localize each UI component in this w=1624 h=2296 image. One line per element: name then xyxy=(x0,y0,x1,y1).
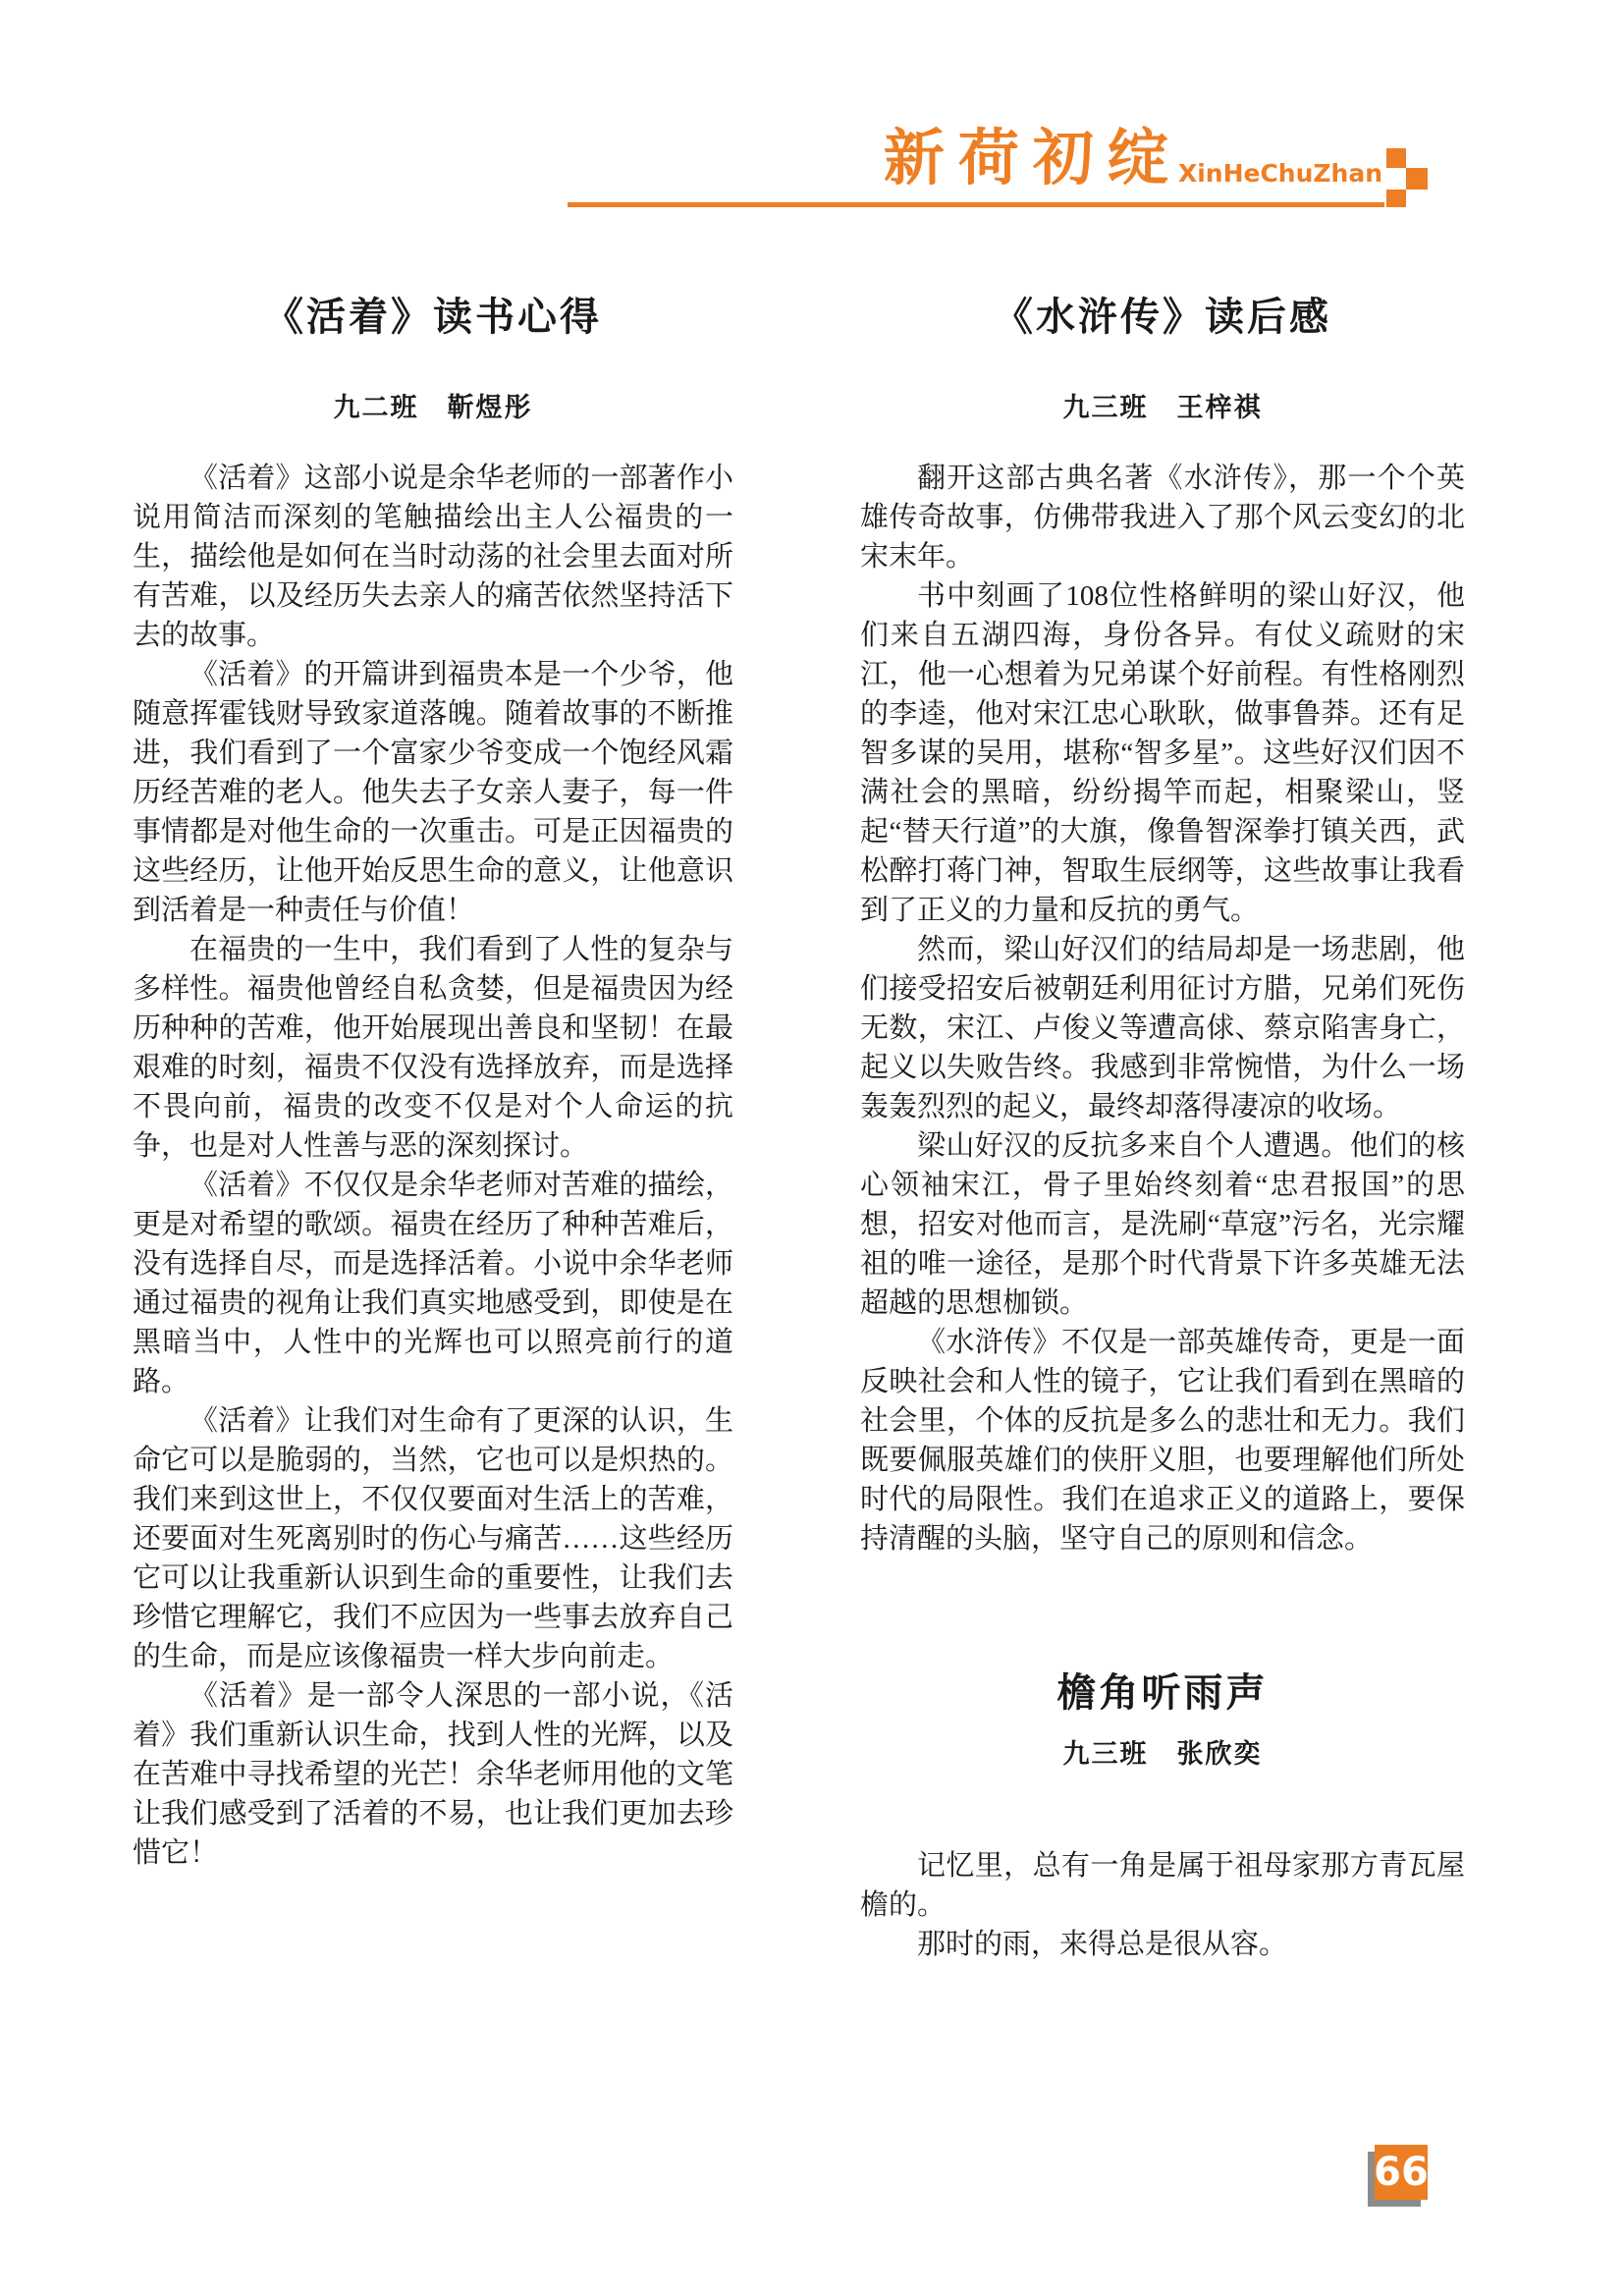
article-yanjiao-rain xyxy=(860,1670,1465,1964)
article-paragraph: 记忆里，总有一角是属于祖母家那方青瓦屋檐的。 xyxy=(860,1850,1465,1922)
article-paragraph: 《活着》让我们对生命有了更深的认识，生命它可以是脆弱的，当然，它也可以是炽热的。我们来到这世上，不仅仅要面对生活上的苦难，还要面对生死离别时的伤心与痛苦……这些经历它可以让我重新认识到生命的重要性，让我们去珍惜它理解它，我们不应因为一些事去放弃自己的生命，而是应该像福贵一样大步向前走。 xyxy=(133,1405,733,1673)
article-body xyxy=(860,459,1465,1558)
header-divider xyxy=(568,202,1384,207)
logo-pinyin-text: XinHeChuZhan xyxy=(1177,159,1382,188)
article-paragraph: 在福贵的一生中，我们看到了人性的复杂与多样性。福贵他曾经自私贪婪，但是福贵因为经历种种的苦难，他开始展现出善良和坚韧！在最艰难的时刻，福贵不仅没有选择放弃，而是选择不畏向前，福贵的改变不仅是对个人命运的抗争，也是对人性善与恶的深刻探讨。 xyxy=(133,934,733,1163)
article-body xyxy=(133,459,733,1873)
article-title: 檐角听雨声 xyxy=(1056,1670,1269,1716)
article-paragraph: 《活着》这部小说是余华老师的一部著作小说用简洁而深刻的笔触描绘出主人公福贵的一生，描绘他是如何在当时动荡的社会里去面对所有苦难，以及经历失去亲人的痛苦依然坚持活下去的故事。 xyxy=(133,463,733,652)
article-author: 九三班 张欣奕 xyxy=(1062,1739,1263,1770)
article-paragraph: 《水浒传》不仅是一部英雄传奇，更是一面反映社会和人性的镜子，它让我们看到在黑暗的社会里，个体的反抗是多么的悲壮和无力。我们既要佩服英雄们的侠肝义胆，也要理解他们所处时代的局限性。我们在追求正义的道路上，要保持清醒的头脑，坚守自己的原则和信念。 xyxy=(860,1327,1465,1556)
article-paragraph: 《活着》不仅仅是余华老师对苦难的描绘，更是对希望的歌颂。福贵在经历了种种苦难后，没有选择自尽，而是选择活着。小说中余华老师通过福贵的视角让我们真实地感受到，即使是在黑暗当中，人性中的光辉也可以照亮前行的道路。 xyxy=(133,1170,733,1398)
page-number-badge xyxy=(1375,2145,1428,2200)
logo-squares-icon xyxy=(1406,168,1428,190)
article-body xyxy=(860,1846,1465,1964)
article-title: 《活着》读书心得 xyxy=(264,295,602,339)
article-author: 九三班 王梓祺 xyxy=(1062,393,1263,422)
logo-squares-icon xyxy=(1386,190,1406,207)
article-paragraph: 梁山好汉的反抗多来自个人遭遇。他们的核心领袖宋江，骨子里始终刻着“忠君报国”的思想，招安对他而言，是洗刷“草寇”污名，光宗耀祖的唯一途径，是那个时代背景下许多英雄无法超越的思想枷锁。 xyxy=(860,1130,1465,1320)
article-shuihuzhuan-review xyxy=(860,295,1465,1558)
article-author: 九二班 靳煜彤 xyxy=(333,393,533,422)
magazine-logo xyxy=(883,122,1382,193)
article-paragraph: 书中刻画了108位性格鲜明的梁山好汉，他们来自五湖四海，身份各异。有仗义疏财的宋江，他一心想着为兄弟谋个好前程。有性格刚烈的李逵，他对宋江忠心耿耿，做事鲁莽。还有足智多谋的吴用，堪称“智多星”。这些好汉们因不满社会的黑暗，纷纷揭竿而起，相聚梁山，竖起“替天行道”的大旗，像鲁智深拳打镇关西，武松醉打蒋门神，智取生辰纲等，这些故事让我看到了正义的力量和反抗的勇气。 xyxy=(860,580,1465,927)
article-huozhe-reading-notes xyxy=(133,295,733,1873)
logo-squares-icon xyxy=(1386,148,1406,168)
article-paragraph: 那时的雨，来得总是很从容。 xyxy=(917,1929,1288,1961)
logo-chinese-text: 新荷初绽 xyxy=(883,122,1182,193)
page-number: 66 xyxy=(1374,2150,1429,2195)
article-paragraph: 《活着》的开篇讲到福贵本是一个少爷，他随意挥霍钱财导致家道落魄。随着故事的不断推进，我们看到了一个富家少爷变成一个饱经风霜历经苦难的老人。他失去子女亲人妻子，每一件事情都是对他生命的一次重击。可是正因福贵的这些经历，让他开始反思生命的意义，让他意识到活着是一种责任与价值！ xyxy=(133,659,733,927)
right-column xyxy=(860,295,1465,1964)
article-paragraph: 《活着》是一部令人深思的一部小说，《活着》我们重新认识生命，找到人性的光辉，以及在苦难中寻找希望的光芒！余华老师用他的文笔让我们感受到了活着的不易，也让我们更加去珍惜它！ xyxy=(133,1680,733,1870)
article-paragraph: 然而，梁山好汉们的结局却是一场悲剧，他们接受招安后被朝廷利用征讨方腊，兄弟们死伤无数，宋江、卢俊义等遭高俅、蔡京陷害身亡，起义以失败告终。我感到非常惋惜，为什么一场轰轰烈烈的起义，最终却落得凄凉的收场。 xyxy=(860,934,1465,1123)
article-paragraph: 翻开这部古典名著《水浒传》，那一个个英雄传奇故事，仿佛带我进入了那个风云变幻的北宋末年。 xyxy=(860,463,1465,574)
article-title: 《水浒传》读后感 xyxy=(994,295,1331,339)
